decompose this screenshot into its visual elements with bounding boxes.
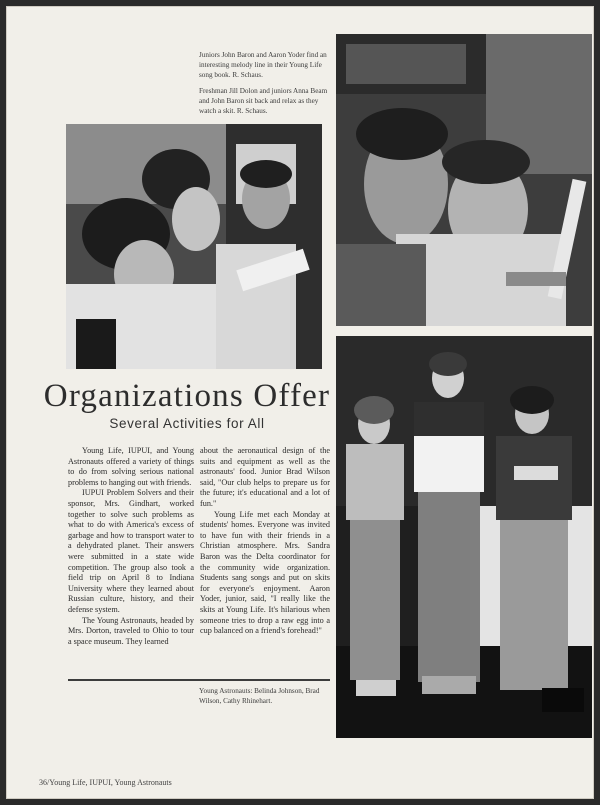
photo-captions-top (199, 50, 329, 122)
section-divider (68, 679, 330, 681)
paragraph: IUPUI Problem Solvers and their sponsor, Mrs. Gindhart, worked together to solve such problems as what to do with America's excess of garbage and how to transport water to a dehydrated planet. Their answers were submitted in a state wide competition. The group also took a field trip on April 8 to Indiana University where they learned about Russian culture, history, and their defense system. (68, 488, 194, 614)
paragraph: Young Life, IUPUI, and Young Astronauts offered a variety of things to do from solving serious national problems to hanging out with friends. (68, 446, 194, 487)
page-footer: 36/Young Life, IUPUI, Young Astronauts (39, 778, 172, 787)
photo-song-book (336, 34, 592, 326)
article-column-2 (200, 446, 330, 637)
caption-young-astronauts: Young Astronauts: Belinda Johnson, Brad Wilson, Cathy Rhinehart. (199, 687, 320, 705)
paragraph: Young Life met each Monday at students' homes. Everyone was invited to have fun with their friends in a Christian atmosphere. Mrs. Sandra Baron was the Delta coordinator for the community wide organization. Students sang songs and put on skits for everyone's enjoyment. Aaron Yoder, junior, said, "I really like the skits at Young Life. It's hilarious when someone tries to drop a raw egg into a cup balanced on a friend's forehead!" (200, 509, 330, 636)
yearbook-page (6, 6, 594, 799)
caption-watch-skit: Freshman Jill Dolon and juniors Anna Beam and John Baron sit back and relax as they watch a skit. R. Schaus. (199, 87, 328, 115)
headline-subtitle: Several Activities for All (109, 416, 265, 431)
paragraph: about the aeronautical design of the suits and equipment as well as the astronauts' food. Junior Brad Wilson said, "Our club helps to prepare us for the future; it's educational and a lot of fun." (200, 446, 330, 508)
headline-title: Organizations Offer (43, 378, 331, 414)
photo-young-astronauts (336, 336, 592, 738)
caption-song-book: Juniors John Baron and Aaron Yoder find an interesting melody line in their Young Life song book. R. Schaus. (199, 51, 327, 79)
photo-watching-skit (66, 124, 322, 369)
article-column-1 (68, 446, 194, 647)
paragraph: The Young Astronauts, headed by Mrs. Dorton, traveled to Ohio to tour a space museum. They learned (68, 615, 194, 646)
